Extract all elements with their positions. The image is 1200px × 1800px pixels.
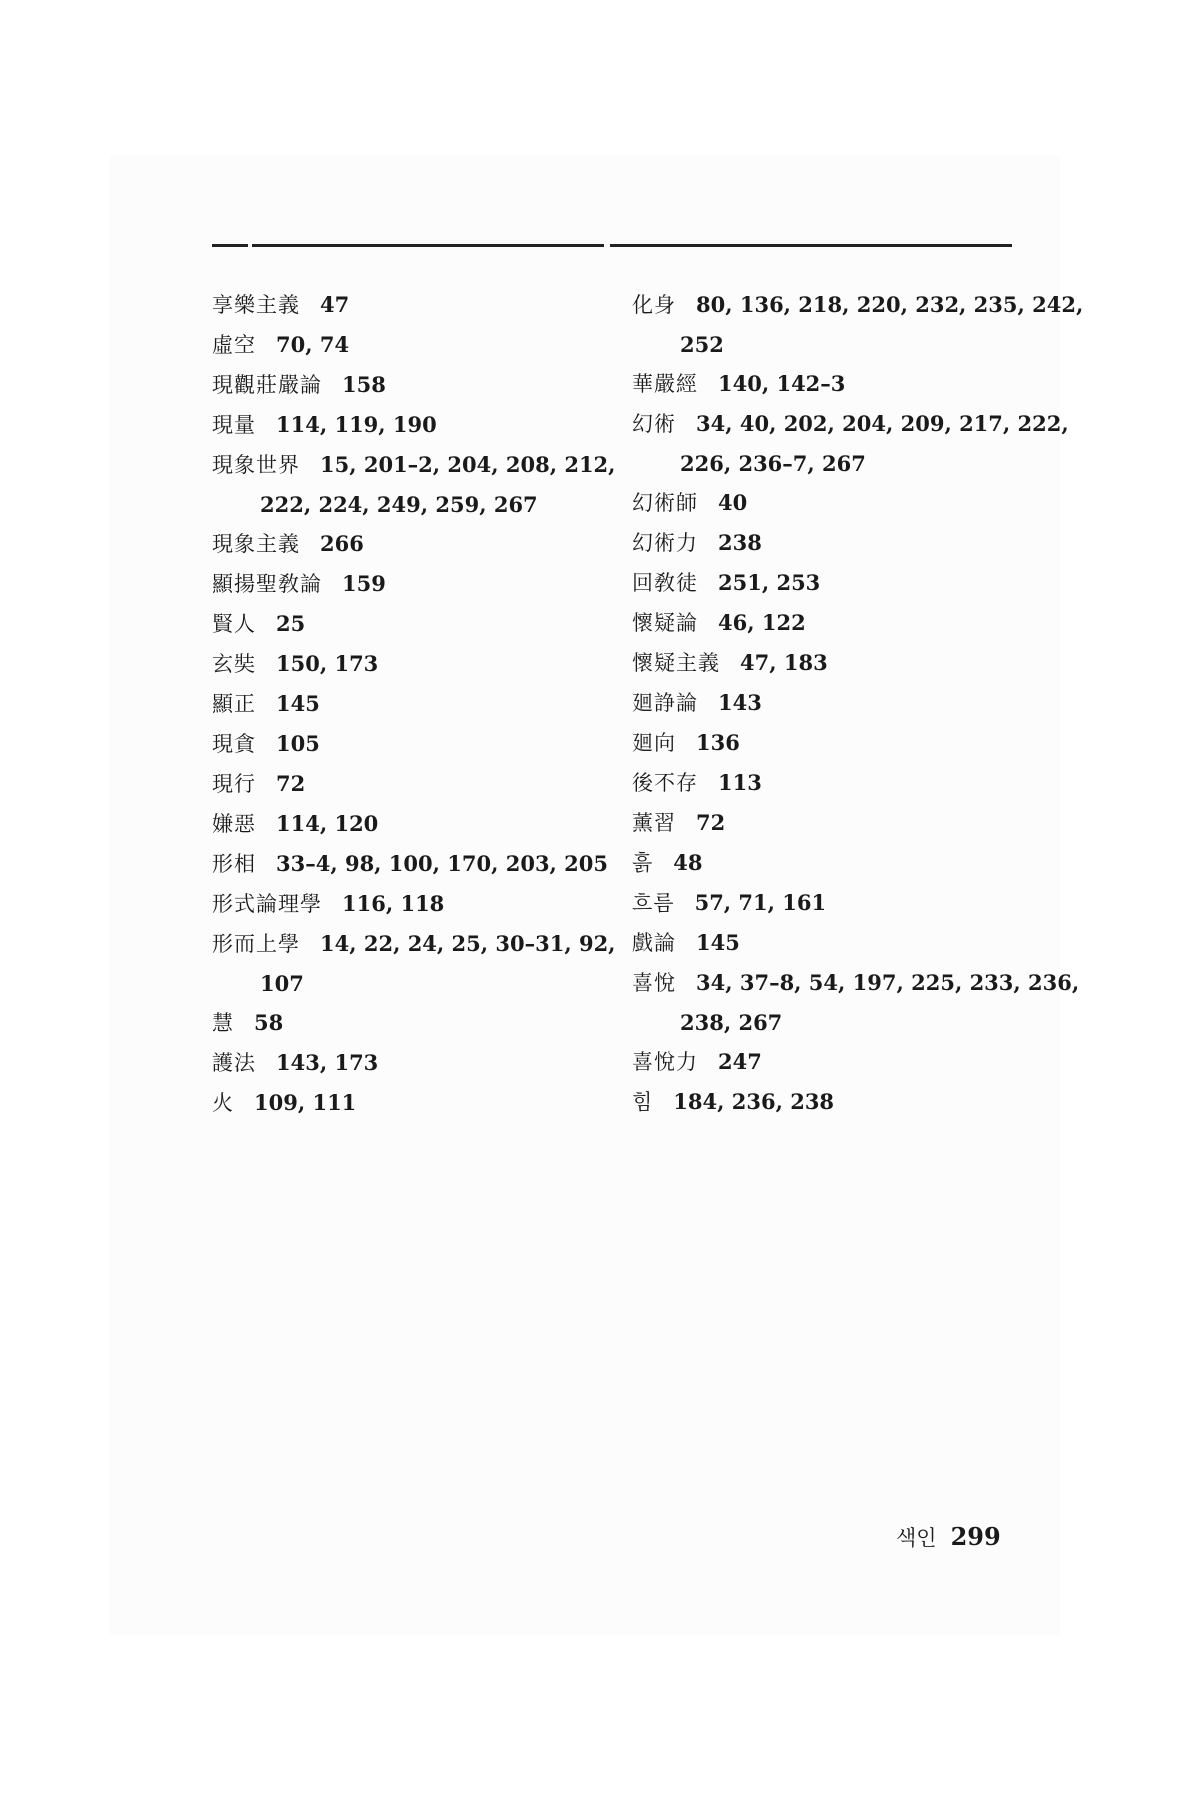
index-entry bbox=[212, 325, 612, 365]
index-pages: 57, 71, 161 bbox=[694, 890, 827, 915]
index-term: 現行 bbox=[212, 772, 256, 796]
index-term: 現象世界 bbox=[212, 453, 300, 477]
index-entry bbox=[632, 963, 1080, 1042]
index-term: 廻諍論 bbox=[632, 691, 698, 715]
index-entry bbox=[212, 644, 612, 684]
index-entry bbox=[632, 1082, 1032, 1122]
index-pages-continued: 252 bbox=[680, 332, 724, 357]
index-pages: 136 bbox=[696, 730, 740, 755]
index-term: 喜悅 bbox=[632, 971, 676, 995]
index-entry bbox=[632, 404, 1069, 483]
index-term: 懷疑主義 bbox=[632, 651, 720, 675]
index-entry bbox=[632, 763, 1032, 803]
index-pages: 143 bbox=[718, 690, 762, 715]
page-footer bbox=[896, 1522, 1001, 1552]
index-entry bbox=[632, 883, 1032, 923]
index-entry bbox=[212, 285, 612, 325]
index-term: 힘 bbox=[632, 1090, 654, 1114]
index-entry bbox=[632, 603, 1032, 643]
index-pages: 184, 236, 238 bbox=[673, 1089, 835, 1114]
index-term: 化身 bbox=[632, 293, 676, 317]
index-term: 回敎徒 bbox=[632, 571, 698, 595]
index-pages: 158 bbox=[342, 372, 386, 397]
index-entry bbox=[212, 445, 616, 524]
index-entry bbox=[212, 524, 612, 564]
index-pages: 33–4, 98, 100, 170, 203, 205 bbox=[276, 851, 609, 876]
index-entry bbox=[212, 604, 612, 644]
top-rule-segment bbox=[252, 244, 604, 247]
index-pages: 34, 40, 202, 204, 209, 217, 222, bbox=[696, 411, 1069, 436]
index-entry bbox=[212, 844, 612, 884]
index-entry bbox=[212, 724, 612, 764]
index-pages: 150, 173 bbox=[276, 651, 379, 676]
index-pages: 47 bbox=[320, 292, 350, 317]
index-pages: 247 bbox=[718, 1049, 762, 1074]
index-entry bbox=[632, 523, 1032, 563]
index-pages: 143, 173 bbox=[276, 1050, 379, 1075]
index-pages: 25 bbox=[276, 611, 306, 636]
index-entry bbox=[212, 1043, 612, 1083]
footer-section-label: 색인 bbox=[896, 1526, 937, 1550]
index-entry bbox=[632, 285, 1084, 364]
index-pages: 48 bbox=[673, 850, 703, 875]
index-entry bbox=[632, 923, 1032, 963]
index-term: 後不存 bbox=[632, 771, 698, 795]
index-entry bbox=[212, 1003, 612, 1043]
index-column-left bbox=[212, 285, 616, 1123]
index-pages: 266 bbox=[320, 531, 364, 556]
index-term: 形相 bbox=[212, 852, 256, 876]
index-entry bbox=[212, 884, 612, 924]
index-pages: 145 bbox=[276, 691, 320, 716]
index-term: 喜悅力 bbox=[632, 1050, 698, 1074]
index-term: 顯正 bbox=[212, 692, 256, 716]
index-term: 現貪 bbox=[212, 732, 256, 756]
index-term: 흙 bbox=[632, 851, 654, 875]
top-rule-segment bbox=[610, 244, 1012, 247]
index-pages-continued: 238, 267 bbox=[680, 1010, 783, 1035]
index-term: 嫌惡 bbox=[212, 812, 256, 836]
index-entry bbox=[212, 405, 612, 445]
index-pages: 14, 22, 24, 25, 30–31, 92, bbox=[320, 931, 616, 956]
index-entry bbox=[212, 564, 612, 604]
index-term: 幻術 bbox=[632, 412, 676, 436]
index-term: 幻術師 bbox=[632, 491, 698, 515]
index-term: 現量 bbox=[212, 413, 256, 437]
index-pages-continued: 226, 236–7, 267 bbox=[680, 451, 866, 476]
index-pages: 114, 119, 190 bbox=[276, 412, 437, 437]
index-term: 華嚴經 bbox=[632, 372, 698, 396]
index-term: 火 bbox=[212, 1091, 234, 1115]
index-pages: 72 bbox=[276, 771, 306, 796]
index-term: 護法 bbox=[212, 1051, 256, 1075]
index-pages: 159 bbox=[342, 571, 386, 596]
index-entry bbox=[212, 804, 612, 844]
index-pages: 40 bbox=[718, 490, 748, 515]
index-term: 形而上學 bbox=[212, 932, 300, 956]
index-pages: 145 bbox=[696, 930, 740, 955]
index-entry bbox=[632, 683, 1032, 723]
index-pages: 15, 201–2, 204, 208, 212, bbox=[320, 452, 616, 477]
index-pages: 46, 122 bbox=[718, 610, 806, 635]
index-pages: 80, 136, 218, 220, 232, 235, 242, bbox=[696, 292, 1084, 317]
index-term: 顯揚聖敎論 bbox=[212, 572, 322, 596]
index-pages: 116, 118 bbox=[342, 891, 445, 916]
index-term: 享樂主義 bbox=[212, 293, 300, 317]
index-entry bbox=[212, 365, 612, 405]
top-rule-segment bbox=[212, 244, 248, 247]
index-term: 形式論理學 bbox=[212, 892, 322, 916]
index-pages: 34, 37–8, 54, 197, 225, 233, 236, bbox=[696, 970, 1080, 995]
index-entry bbox=[632, 843, 1032, 883]
index-pages: 251, 253 bbox=[718, 570, 821, 595]
index-term: 戲論 bbox=[632, 931, 676, 955]
index-term: 虛空 bbox=[212, 333, 256, 357]
index-pages: 58 bbox=[254, 1010, 284, 1035]
index-term: 現觀莊嚴論 bbox=[212, 373, 322, 397]
index-entry bbox=[212, 764, 612, 804]
index-column-right bbox=[632, 285, 1084, 1122]
index-pages: 72 bbox=[696, 810, 726, 835]
index-entry bbox=[632, 723, 1032, 763]
index-pages: 109, 111 bbox=[254, 1090, 357, 1115]
index-pages: 70, 74 bbox=[276, 332, 350, 357]
index-entry bbox=[212, 924, 616, 1003]
page-number: 299 bbox=[950, 1522, 1001, 1551]
index-term: 懷疑論 bbox=[632, 611, 698, 635]
index-entry bbox=[212, 684, 612, 724]
index-pages: 47, 183 bbox=[740, 650, 828, 675]
index-term: 幻術力 bbox=[632, 531, 698, 555]
index-entry bbox=[632, 1042, 1032, 1082]
index-pages-continued: 107 bbox=[260, 971, 304, 996]
index-term: 廻向 bbox=[632, 731, 676, 755]
index-pages: 114, 120 bbox=[276, 811, 379, 836]
index-term: 흐름 bbox=[632, 891, 675, 915]
index-pages: 238 bbox=[718, 530, 762, 555]
index-entry bbox=[632, 483, 1032, 523]
index-term: 賢人 bbox=[212, 612, 256, 636]
index-entry bbox=[632, 563, 1032, 603]
index-term: 玄奘 bbox=[212, 652, 256, 676]
index-term: 慧 bbox=[212, 1011, 234, 1035]
index-entry bbox=[212, 1083, 612, 1123]
index-entry bbox=[632, 643, 1032, 683]
index-term: 現象主義 bbox=[212, 532, 300, 556]
index-entry bbox=[632, 803, 1032, 843]
index-pages-continued: 222, 224, 249, 259, 267 bbox=[260, 492, 538, 517]
index-pages: 113 bbox=[718, 770, 762, 795]
index-term: 薰習 bbox=[632, 811, 676, 835]
index-pages: 105 bbox=[276, 731, 320, 756]
index-pages: 140, 142–3 bbox=[718, 371, 846, 396]
index-entry bbox=[632, 364, 1032, 404]
